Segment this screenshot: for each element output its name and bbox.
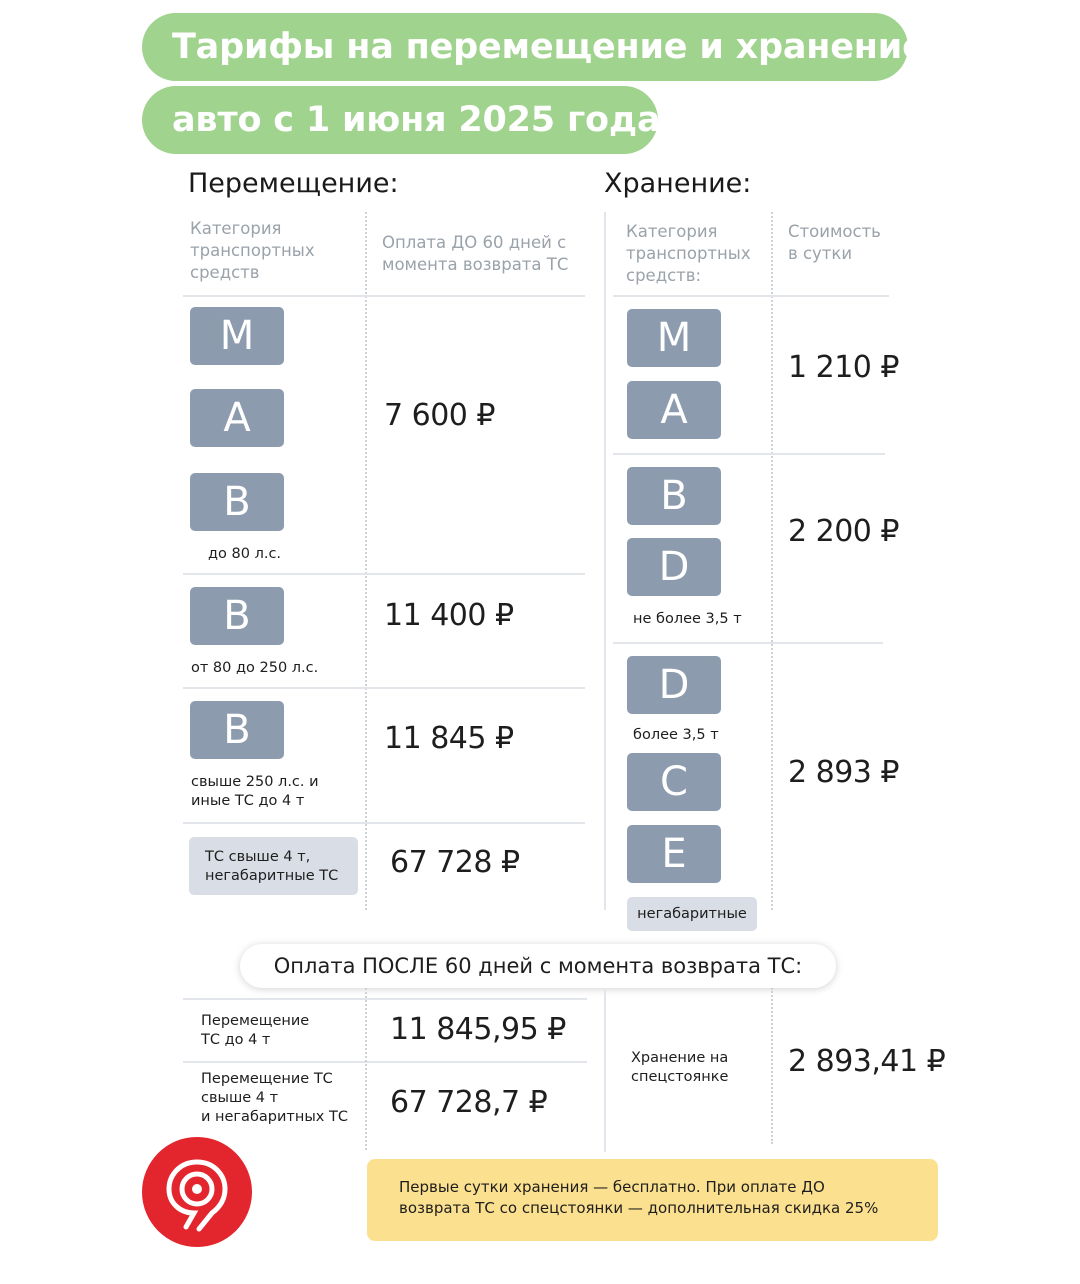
moving-column-divider: [365, 212, 367, 910]
after-row2-price: 67 728,7 ₽: [390, 1085, 548, 1120]
heavy-vehicles-line2: негабаритные ТС: [205, 868, 339, 884]
moving-category-header: Категория транспортных средств: [190, 219, 315, 282]
moving-title: Перемещение:: [188, 168, 399, 199]
category-a-badge: A: [627, 381, 721, 439]
free-first-day-note: [367, 1159, 938, 1241]
moving-row-divider: [183, 822, 585, 824]
category-b-caption: от 80 до 250 л.с.: [191, 660, 319, 676]
moving-price-row2: 11 400 ₽: [384, 598, 514, 633]
storage-cost-header: Стоимость в сутки: [788, 222, 881, 263]
note-line1: Первые сутки хранения — бесплатно. При оплате ДО: [399, 1178, 825, 1196]
category-b-caption-line1: свыше 250 л.с. и: [191, 774, 319, 790]
title-line-2: авто с 1 июня 2025 года: [142, 86, 658, 154]
heavy-vehicles-line1: ТС свыше 4 т,: [205, 849, 311, 865]
oversize-box: негабаритные: [627, 897, 757, 931]
category-d-badge: D: [627, 538, 721, 596]
category-m-badge: M: [190, 307, 284, 365]
storage-title: Хранение:: [604, 168, 752, 199]
moving-row-divider: [183, 687, 585, 689]
after-row2-label-line3: и негабаритных ТС: [201, 1109, 348, 1125]
category-d-badge: D: [627, 656, 721, 714]
logo-icon: [142, 1137, 252, 1247]
note-line2: возврата ТС со спецстоянки — дополнительная скидка 25%: [399, 1199, 879, 1217]
after-row1-label-line2: ТС до 4 т: [201, 1032, 271, 1048]
after-table-top-line: [183, 998, 587, 1000]
category-b-caption-line2: иные ТС до 4 т: [191, 793, 305, 809]
category-b-caption: до 80 л.с.: [208, 546, 282, 562]
category-m-badge: M: [627, 309, 721, 367]
after-row1-label-line1: Перемещение: [201, 1013, 310, 1029]
title-line-1: Тарифы на перемещение и хранение: [142, 13, 908, 81]
after-60-days-label: Оплата ПОСЛЕ 60 дней с момента возврата ТС:: [240, 944, 836, 988]
moving-price-row1: 7 600 ₽: [384, 398, 496, 433]
category-b-badge: B: [190, 587, 284, 645]
moving-payment-header: Оплата ДО 60 дней с момента возврата ТС: [382, 233, 569, 274]
category-b-badge: B: [190, 473, 284, 531]
after-column-divider: [365, 988, 367, 1150]
category-a-badge: A: [190, 389, 284, 447]
storage-category-header: Категория транспортных средств:: [626, 222, 751, 285]
after-row1-price: 11 845,95 ₽: [390, 1012, 566, 1047]
category-c-badge: C: [627, 753, 721, 811]
storage-price-row3: 2 893 ₽: [788, 755, 900, 790]
after-sections-divider: [604, 988, 606, 1152]
category-b-badge: B: [627, 467, 721, 525]
storage-price-row1: 1 210 ₽: [788, 350, 900, 385]
after-storage-label-line1: Хранение на: [631, 1050, 729, 1066]
sections-divider: [604, 212, 606, 910]
category-b-badge: B: [190, 701, 284, 759]
moving-row-divider: [183, 573, 585, 575]
after-row2-label-line2: свыше 4 т: [201, 1090, 279, 1106]
storage-price-row2: 2 200 ₽: [788, 514, 900, 549]
after-row2-label-line1: Перемещение ТС: [201, 1071, 333, 1087]
after-storage-column-divider: [771, 988, 773, 1144]
after-storage-label-line2: спецстоянке: [631, 1069, 729, 1085]
moving-header-divider: [183, 295, 585, 297]
storage-column-divider: [771, 212, 773, 910]
heavy-vehicles-box: [189, 837, 358, 895]
moving-price-row4: 67 728 ₽: [390, 845, 520, 880]
moving-price-row3: 11 845 ₽: [384, 721, 514, 756]
category-d-caption: более 3,5 т: [633, 727, 719, 743]
storage-row-divider: [613, 453, 885, 455]
category-d-caption: не более 3,5 т: [633, 611, 742, 627]
category-e-badge: E: [627, 825, 721, 883]
after-storage-price: 2 893,41 ₽: [788, 1044, 946, 1079]
storage-header-divider: [613, 295, 889, 297]
after-table-row-divider: [183, 1061, 587, 1063]
storage-row-divider: [613, 642, 883, 644]
